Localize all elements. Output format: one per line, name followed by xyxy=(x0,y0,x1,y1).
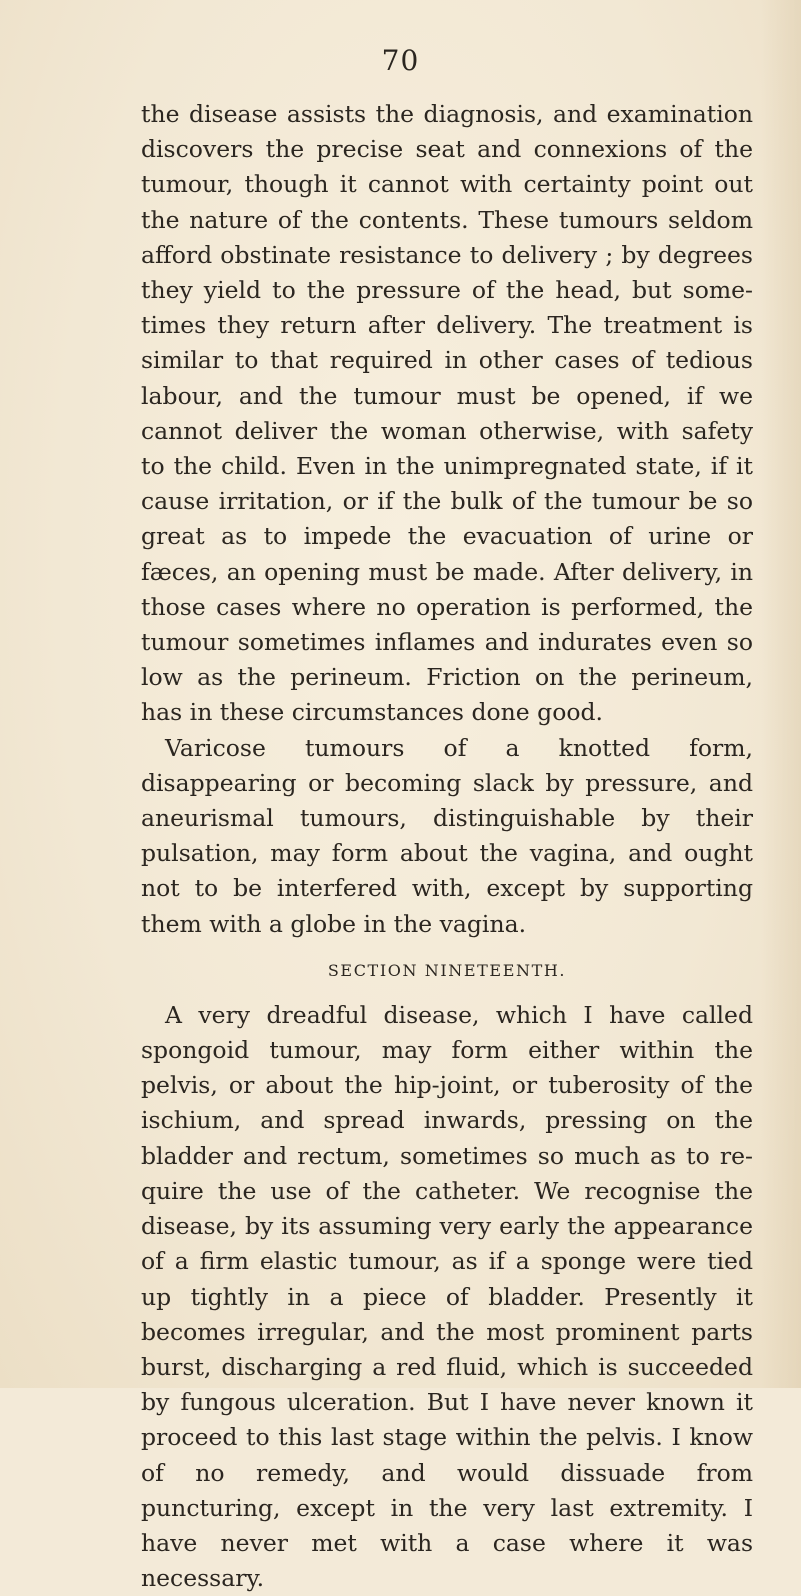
paragraph-continuation: the disease assists the diagnosis, and examination discovers the precise seat and connexions of the tumour, though it cannot with certainty point out the nature of the contents. These tumours seldom afford obstinate resistance to delivery ; by degrees they yield to the pressure of the head, but sometimes they return after delivery. The treatment is similar to that required in other cases of tedious labour, and the tumour must be opened, if we cannot deliver the woman otherwise, with safety to the child. Even in the unimpregnated state, if it cause irritation, or if the bulk of the tumour be so great as to impede the evacuation of urine or fæces, an opening must be made. After delivery, in those cases where no operation is performed, the tumour sometimes inflames and indurates even so low as the perineum. Friction on the perineum, has in these circumstances done good. xyxy=(141,100,753,727)
paragraph-spongoid-tumour: A very dreadful disease, which I have called spongoid tumour, may form either within the pelvis, or about the hip-joint, or tuberosity of the ischium, and spread inwards, pressing on the bladder and rectum, sometimes so much as to require the use of the catheter. We recognise the disease, by its assuming very early the appearance of a firm elastic tumour, as if a sponge were tied up tightly in a piece of bladder. Presently it becomes irregular, and the most prominent parts burst, discharging a red fluid, which is succeeded by fungous ulceration. But I have never known it proceed to this last stage within the pelvis. I know of no remedy, and would dissuade from puncturing, except in the very last extremity. I have never met with a case where it was necessary. xyxy=(141,1000,753,1593)
section-heading: SECTION NINETEENTH. xyxy=(327,960,567,980)
page-edge-shadow xyxy=(761,0,801,1388)
page-number: 70 xyxy=(381,44,420,77)
paragraph-varicose-tumours: Varicose tumours of a knotted form, disappearing or becoming slack by pressure, and aneurismal tumours, distinguishable by their pulsation, may form about the vagina, and ought not to be interfered with, except by supporting them with a globe in the vagina. xyxy=(141,733,753,938)
body-text xyxy=(141,97,753,1596)
